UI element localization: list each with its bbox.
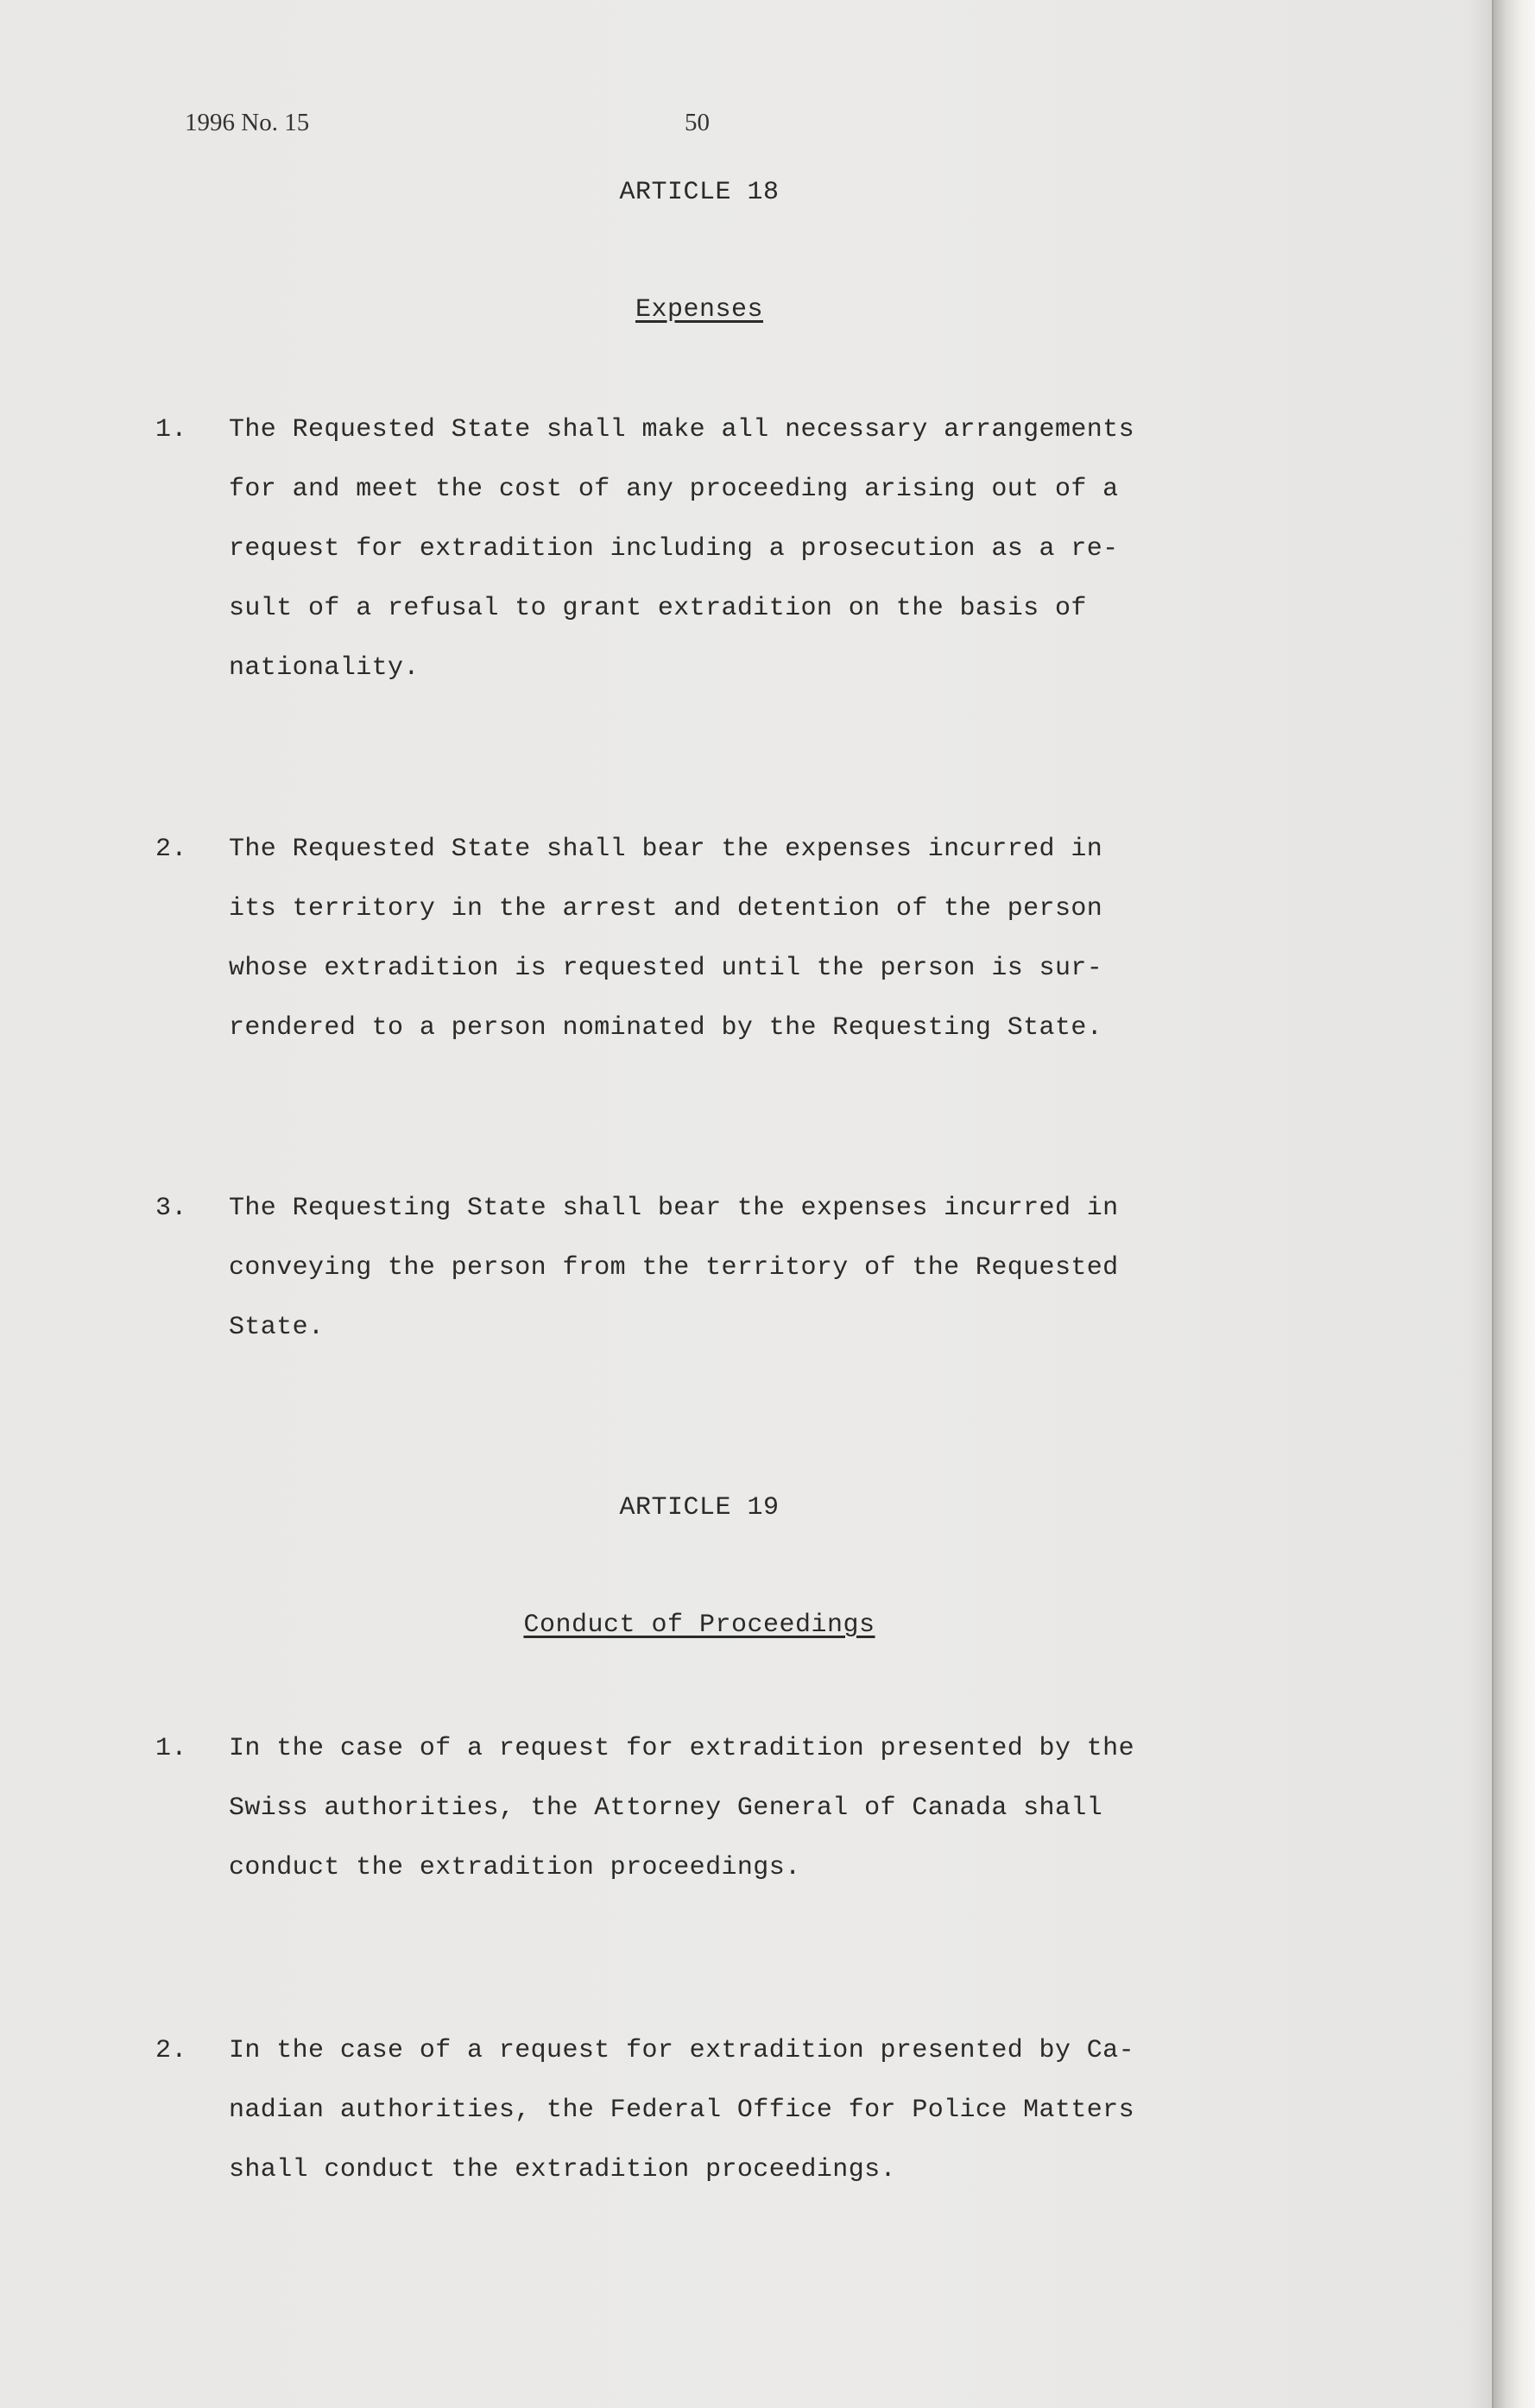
book-gutter bbox=[1494, 0, 1535, 2408]
paragraph-number: 2. bbox=[155, 835, 187, 864]
article-19-subtitle-wrap bbox=[0, 1611, 1399, 1640]
article-19-subtitle: Conduct of Proceedings bbox=[523, 1611, 875, 1640]
article-18-paragraph-1 bbox=[155, 400, 1312, 698]
page-edge-shadow bbox=[1468, 0, 1494, 2408]
paragraph-text: The Requested State shall bear the expenses incurred in its territory in the arrest and detention of the person whose extradition is requested until the person is sur- rendered to a person nominated by the Requesting State. bbox=[229, 835, 1103, 1043]
paragraph-text: In the case of a request for extradition presented by Ca- nadian authorities, the Federal Office for Police Matters shall conduct the extradition proceedings. bbox=[229, 2036, 1134, 2184]
article-18-title: ARTICLE 18 bbox=[619, 178, 780, 207]
publication-reference: 1996 No. 15 bbox=[185, 109, 310, 136]
page-number: 50 bbox=[685, 109, 710, 136]
paragraph-text: The Requested State shall make all necessary arrangements for and meet the cost of any proceeding arising out of a request for extradition including a prosecution as a re- sult of a refusal to grant extradition on the basis of nationality. bbox=[229, 415, 1134, 683]
article-18-subtitle: Expenses bbox=[635, 295, 764, 325]
article-18-paragraph-3 bbox=[155, 1179, 1312, 1358]
paragraph-number: 2. bbox=[155, 2036, 187, 2065]
paragraph-number: 3. bbox=[155, 1194, 187, 1223]
paragraph-number: 1. bbox=[155, 415, 187, 444]
article-19-paragraph-1 bbox=[155, 1719, 1312, 1898]
paragraph-number: 1. bbox=[155, 1734, 187, 1763]
paragraph-text: In the case of a request for extradition presented by the Swiss authorities, the Attorney General of Canada shall conduct the extradition proceedings. bbox=[229, 1734, 1134, 1882]
article-19-title: ARTICLE 19 bbox=[619, 1493, 780, 1522]
article-18-paragraph-2 bbox=[155, 820, 1312, 1058]
article-18-subtitle-wrap bbox=[0, 295, 1399, 325]
article-19-paragraph-2 bbox=[155, 2021, 1312, 2200]
paragraph-text: The Requesting State shall bear the expenses incurred in conveying the person from the territory of the Requested State. bbox=[229, 1194, 1119, 1342]
